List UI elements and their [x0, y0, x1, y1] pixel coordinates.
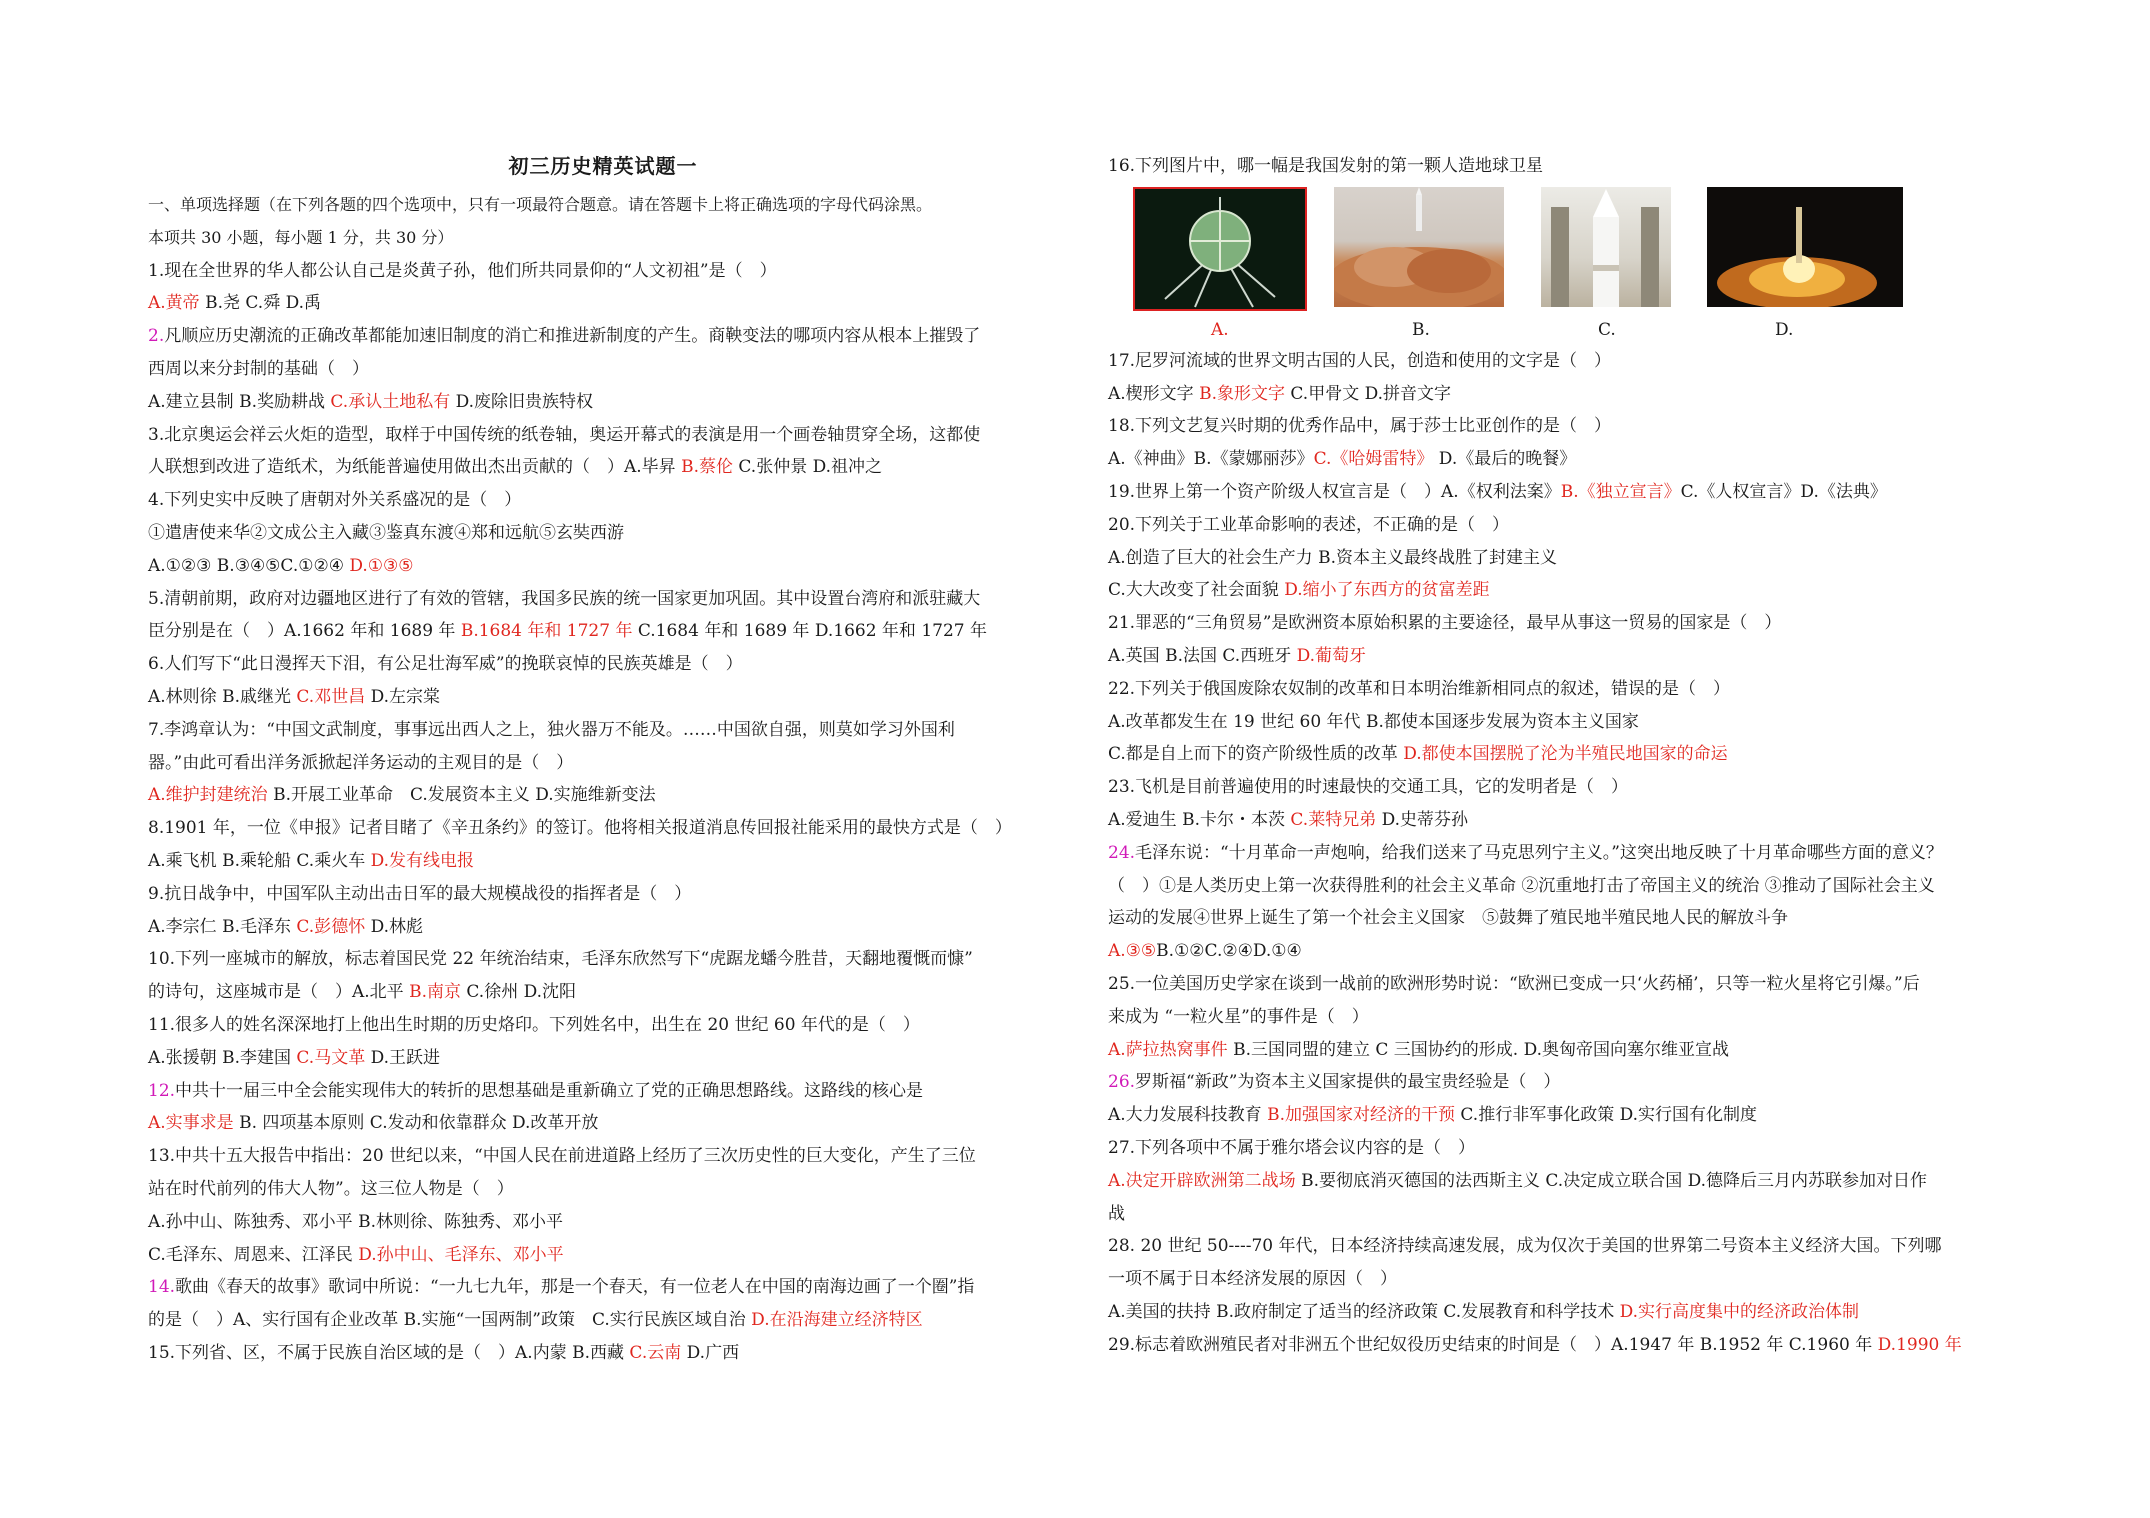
q16-stem: 16.下列图片中，哪一幅是我国发射的第一颗人造地球卫星: [1108, 156, 1544, 176]
q4-items: ①遣唐使来华②文成公主入藏③鉴真东渡④郑和远航⑤玄奘西游: [148, 522, 624, 543]
q29-answer: D.1990 年: [1877, 1334, 1962, 1355]
q10-answer: B.南京: [409, 982, 461, 1003]
q8-answer: D.发有线电报: [370, 850, 475, 871]
q22-stem: 22.下列关于俄国废除农奴制的改革和日本明治维新相同点的叙述，错误的是（ ）: [1108, 678, 1731, 699]
q3-stem-2-text: 人联想到改进了造纸术，为纸能普遍使用做出杰出贡献的（ ）A.毕昇: [148, 457, 682, 478]
q2-options-pre: A.建立县制 B.奖励耕战: [148, 391, 331, 412]
q1-options: [148, 287, 1058, 320]
q27-options-post: B.要彻底消灭德国的法西斯主义 C.决定成立联合国 D.德降后三月内苏联参加对日作: [1295, 1170, 1928, 1191]
q14-stem-2-text: 的是（ ）A、实行国有企业改革 B.实施“一国两制”政策 C.实行民族区域自治: [148, 1310, 752, 1331]
q21-options-pre: A.英国 B.法国 C.西班牙: [1108, 645, 1297, 666]
q28-options-pre: A.美国的扶持 B.政府制定了适当的经济政策 C.发展教育和科学技术: [1108, 1301, 1620, 1322]
q24-stem-3: 运动的发展④世界上诞生了第一个社会主义国家 ⑤鼓舞了殖民地半殖民地人民的解放斗争: [1108, 908, 1788, 929]
q1-stem: 1.现在全世界的华人都公认自己是炎黄子孙，他们所共同景仰的“人文初祖”是（ ）: [148, 260, 777, 281]
q9-options-post: D.林彪: [365, 916, 424, 937]
q1-options-rest: B.尧 C.舜 D.禹: [199, 293, 322, 314]
q21-stem: 21.罪恶的“三角贸易”是欧洲资本原始积累的主要途径，最早从事这一贸易的国家是（ ）: [1108, 613, 1782, 634]
q13-answer: D.孙中山、毛泽东、邓小平: [358, 1244, 564, 1265]
q3-answer: B.蔡伦: [681, 457, 733, 478]
q28-answer: D.实行高度集中的经济政治体制: [1619, 1301, 1860, 1322]
q2-number: 2.: [148, 326, 165, 347]
q20-answer: D.缩小了东西方的贫富差距: [1284, 580, 1490, 601]
q10-stem-2-text: 的诗句，这座城市是（ ）A.北平: [148, 982, 410, 1003]
q5-stem-2: [148, 615, 1058, 648]
q20-options-2: [1108, 574, 2028, 607]
q14-stem-1-text: 歌曲《春天的故事》歌词中所说：“一九七九年，那是一个春天，有一位老人在中国的南海边画了一个圈”指: [175, 1277, 975, 1298]
q23-answer: C.莱特兄弟: [1290, 809, 1377, 830]
q2-stem-1-text: 凡顺应历史潮流的正确改革都能加速旧制度的消亡和推进新制度的产生。商鞅变法的哪项内容从根本上摧毁了: [164, 326, 981, 347]
q12-options-post: B. 四项基本原则 C.发动和依靠群众 D.改革开放: [233, 1113, 599, 1134]
q28-stem-2: 一项不属于日本经济发展的原因（ ）: [1108, 1269, 1397, 1290]
q24-stem-1: [1108, 837, 2028, 870]
q20-options-1: A.创造了巨大的社会生产力 B.资本主义最终战胜了封建主义: [1108, 547, 1557, 568]
q17-stem: 17.尼罗河流域的世界文明古国的人民，创造和使用的文字是（ ）: [1108, 350, 1612, 371]
right-column: [1108, 150, 2028, 1362]
q6-stem: 6.人们写下“此日漫挥天下泪，有公足壮海军威”的挽联哀悼的民族英雄是（ ）: [148, 654, 743, 675]
q4-options: [148, 550, 1058, 583]
q18-options-pre: A.《神曲》B.《蒙娜丽莎》: [1108, 449, 1314, 470]
q2-stem-1: [148, 320, 1058, 353]
q12-stem: [148, 1075, 1058, 1108]
q3-options-post: C.张仲景 D.祖冲之: [733, 457, 883, 478]
q19-stem: [1108, 476, 2028, 509]
q14-answer: D.在沿海建立经济特区: [751, 1310, 923, 1331]
q24-options: [1108, 935, 2028, 968]
q6-options-post: D.左宗棠: [365, 686, 441, 707]
q16-labels: [1108, 315, 2028, 345]
q28-stem-1: 28. 20 世纪 50----70 年代，日本经济持续高速发展，成为仅次于美国的世界第二号资本主义经济大国。下列哪: [1108, 1236, 1942, 1257]
q25-options-post: B.三国同盟的建立 C 三国协约的形成. D.奥匈帝国向塞尔维亚宣战: [1227, 1039, 1730, 1060]
q7-stem-2: 器。”由此可看出洋务派掀起洋务运动的主观目的是（ ）: [148, 752, 574, 773]
q23-stem: 23.飞机是目前普遍使用的时速最快的交通工具，它的发明者是（ ）: [1108, 777, 1629, 798]
q18-stem: 18.下列文艺复兴时期的优秀作品中，属于莎士比亚创作的是（ ）: [1108, 416, 1612, 437]
q4-answer: D.①③⑤: [349, 555, 414, 576]
q23-options-pre: A.爱迪生 B.卡尔・本茨: [1108, 809, 1291, 830]
q16-label-c: C.: [1598, 319, 1616, 340]
q6-answer: C.邓世昌: [296, 686, 366, 707]
q7-stem-1: 7.李鸿章认为：“中国文武制度，事事远出西人之上，独火器万不能及。……中国欲自强，则莫如学习外国利: [148, 719, 955, 740]
q28-options: [1108, 1296, 2028, 1329]
q18-options: [1108, 443, 2028, 476]
q7-answer: A.维护封建统治: [148, 785, 268, 806]
q2-options: [148, 386, 1058, 419]
q26-options: [1108, 1099, 2028, 1132]
q12-options: [148, 1107, 1058, 1140]
q17-options-pre: A.楔形文字: [1108, 383, 1200, 404]
q12-answer: A.实事求是: [148, 1113, 234, 1134]
q15-stem-text: 15.下列省、区，不属于民族自治区域的是（ ）A.内蒙 B.西藏: [148, 1342, 630, 1363]
q2-answer: C.承认土地私有: [330, 391, 451, 412]
q4-stem: 4.下列史实中反映了唐朝对外关系盛况的是（ ）: [148, 490, 522, 511]
q12-stem-text: 中共十一届三中全会能实现伟大的转折的思想基础是重新确立了党的正确思想路线。这路线的核心是: [175, 1080, 924, 1101]
q29-stem-text: 29.标志着欧洲殖民者对非洲五个世纪奴役历史结束的时间是（ ）A.1947 年 B.1952 年 C.1960 年: [1108, 1334, 1878, 1355]
q22-options-1: A.改革都发生在 19 世纪 60 年代 B.都使本国逐步发展为资本主义国家: [1108, 711, 1639, 732]
q17-answer: B.象形文字: [1199, 383, 1285, 404]
q11-stem: 11.很多人的姓名深深地打上他出生时期的历史烙印。下列姓名中，出生在 20 世纪 60 年代的是（ ）: [148, 1014, 920, 1035]
q11-options: [148, 1042, 1058, 1075]
q27-options: [1108, 1165, 2028, 1198]
instructions-line-1: 一、单项选择题（在下列各题的四个选项中，只有一项最符合题意。请在答题卡上将正确选项的字母代码涂黑。: [148, 195, 933, 214]
q26-options-post: C.推行非军事化政策 D.实行国有化制度: [1455, 1105, 1758, 1126]
q25-answer: A.萨拉热窝事件: [1108, 1039, 1228, 1060]
q24-number: 24.: [1108, 842, 1136, 863]
rocket-on-pad-image: [1541, 187, 1671, 307]
instructions-line-2: 本项共 30 小题，每小题 1 分，共 30 分）: [148, 227, 454, 247]
q24-stem-2: （ ）①是人类历史上第一次获得胜利的社会主义革命 ②沉重地打击了帝国主义的统治 ③推动了国际社会主义: [1108, 875, 1935, 896]
q10-stem-1: 10.下列一座城市的解放，标志着国民党 22 年统治结束，毛泽东欣然写下“虎踞龙蟠今胜昔，天翻地覆慨而慷”: [148, 949, 973, 970]
q13-stem-1: 13.中共十五大报告中指出：20 世纪以来，“中国人民在前进道路上经历了三次历史性的巨大变化，产生了三位: [148, 1146, 976, 1167]
q23-options-post: D.史蒂芬孙: [1376, 809, 1469, 830]
q19-answer: B.《独立宣言》: [1560, 481, 1681, 502]
q8-stem: 8.1901 年，一位《申报》记者目睹了《辛丑条约》的签订。他将相关报道消息传回报社能采用的最快方式是（ ）: [148, 818, 1012, 839]
q6-options-pre: A.林则徐 B.戚继光: [148, 686, 297, 707]
q22-options-pre: C.都是自上而下的资产阶级性质的改革: [1108, 744, 1404, 765]
q10-stem-2: [148, 976, 1058, 1009]
q2-stem-2: 西周以来分封制的基础（ ）: [148, 358, 369, 379]
q24-options-post: B.①②C.②④D.①④: [1156, 941, 1302, 962]
q26-number: 26.: [1108, 1072, 1136, 1093]
q5-stem-1: 5.清朝前期，政府对边疆地区进行了有效的管辖，我国多民族的统一国家更加巩固。其中设置台湾府和派驻藏大: [148, 588, 981, 609]
q3-stem-1: 3.北京奥运会祥云火炬的造型，取样于中国传统的纸卷轴，奥运开幕式的表演是用一个画卷轴贯穿全场，这都使: [148, 424, 981, 445]
q11-answer: C.马文革: [296, 1047, 366, 1068]
q19-stem-text: 19.世界上第一个资产阶级人权宣言是（ ）A.《权利法案》: [1108, 481, 1561, 502]
q15-options-post: D.广西: [681, 1342, 740, 1363]
q16-label-d: D.: [1775, 319, 1794, 340]
q16-label-b: B.: [1412, 319, 1430, 340]
q18-options-post: D.《最后的晚餐》: [1433, 449, 1577, 470]
q27-answer: A.决定开辟欧洲第二战场: [1108, 1170, 1296, 1191]
q13-options-pre: C.毛泽东、周恩来、江泽民: [148, 1244, 359, 1265]
q8-options-pre: A.乘飞机 B.乘轮船 C.乘火车: [148, 850, 371, 871]
q27-stem: 27.下列各项中不属于雅尔塔会议内容的是（ ）: [1108, 1137, 1476, 1158]
q2-options-post: D.废除旧贵族特权: [450, 391, 594, 412]
q18-answer: C.《哈姆雷特》: [1313, 449, 1434, 470]
q26-options-pre: A.大力发展科技教育: [1108, 1105, 1268, 1126]
q13-stem-2: 站在时代前列的伟大人物”。这三位人物是（ ）: [148, 1178, 514, 1199]
q9-options: [148, 911, 1058, 944]
q13-options-2: [148, 1239, 1058, 1272]
q25-stem-1: 25.一位美国历史学家在谈到一战前的欧洲形势时说：“欧洲已变成一只‘火药桶’，只等一粒火星将它引爆。”后: [1108, 973, 1920, 994]
q14-number: 14.: [148, 1277, 176, 1298]
q23-options: [1108, 804, 2028, 837]
q19-options-post: C.《人权宣言》D.《法典》: [1680, 481, 1887, 502]
q22-answer: D.都使本国摆脱了沦为半殖民地国家的命运: [1403, 744, 1728, 765]
q9-stem: 9.抗日战争中，中国军队主动出击日军的最大规模战役的指挥者是（ ）: [148, 883, 692, 904]
q25-options: [1108, 1034, 2028, 1067]
rocket-launch-dust-image: [1334, 187, 1504, 307]
q5-stem-2-text: 臣分别是在（ ）A.1662 年和 1689 年: [148, 621, 461, 642]
q25-stem-2: 来成为 “一粒火星”的事件是（ ）: [1108, 1006, 1369, 1027]
q17-options-post: C.甲骨文 D.拼音文字: [1285, 383, 1452, 404]
q1-answer: A.黄帝: [148, 293, 200, 314]
q26-answer: B.加强国家对经济的干预: [1267, 1105, 1455, 1126]
q3-stem-2: [148, 451, 1058, 484]
q5-options-post: C.1684 年和 1689 年 D.1662 年和 1727 年: [632, 621, 987, 642]
q24-answer: A.③⑤: [1108, 941, 1157, 962]
q9-answer: C.彭德怀: [296, 916, 366, 937]
q14-stem-2: [148, 1304, 1058, 1337]
q12-number: 12.: [148, 1080, 176, 1101]
q15-answer: C.云南: [629, 1342, 682, 1363]
q20-options-pre: C.大大改变了社会面貌: [1108, 580, 1285, 601]
q8-options: [148, 845, 1058, 878]
q24-stem-1-text: 毛泽东说：“十月革命一声炮响，给我们送来了马克思列宁主义。”这突出地反映了十月革命哪些方面的意义？: [1135, 842, 1943, 863]
q29-stem: [1108, 1329, 2028, 1362]
q11-options-post: D.王跃进: [365, 1047, 441, 1068]
q5-answer: B.1684 年和 1727 年: [460, 621, 633, 642]
q7-options-post: B.开展工业革命 C.发展资本主义 D.实施维新变法: [267, 785, 656, 806]
q26-stem-text: 罗斯福“新政”为资本主义国家提供的最宝贵经验是（ ）: [1135, 1072, 1561, 1093]
q10-options-post: C.徐州 D.沈阳: [461, 982, 577, 1003]
q20-stem: 20.下列关于工业革命影响的表述，不正确的是（ ）: [1108, 514, 1510, 535]
q26-stem: [1108, 1066, 2028, 1099]
page-title: 初三历史精英试题一: [508, 154, 698, 178]
q13-options-1: A.孙中山、陈独秀、邓小平 B.林则徐、陈独秀、邓小平: [148, 1211, 563, 1232]
q6-options: [148, 681, 1058, 714]
q11-options-pre: A.张援朝 B.李建国: [148, 1047, 297, 1068]
q4-options-pre: A.①②③ B.③④⑤C.①②④: [148, 555, 350, 576]
q9-options-pre: A.李宗仁 B.毛泽东: [148, 916, 297, 937]
q16-pictures: [1108, 185, 2028, 311]
q7-options: [148, 779, 1058, 812]
night-launch-image: [1707, 187, 1903, 307]
q15-stem: [148, 1337, 1058, 1370]
left-column: [148, 150, 1058, 1370]
q22-options-2: [1108, 738, 2028, 771]
q17-options: [1108, 378, 2028, 411]
q27-options-tail: 战: [1108, 1203, 1125, 1224]
q14-stem-1: [148, 1271, 1058, 1304]
q21-answer: D.葡萄牙: [1296, 645, 1367, 666]
satellite-image: [1133, 187, 1307, 311]
q16-label-a: A.: [1211, 319, 1229, 340]
q21-options: [1108, 640, 2028, 673]
